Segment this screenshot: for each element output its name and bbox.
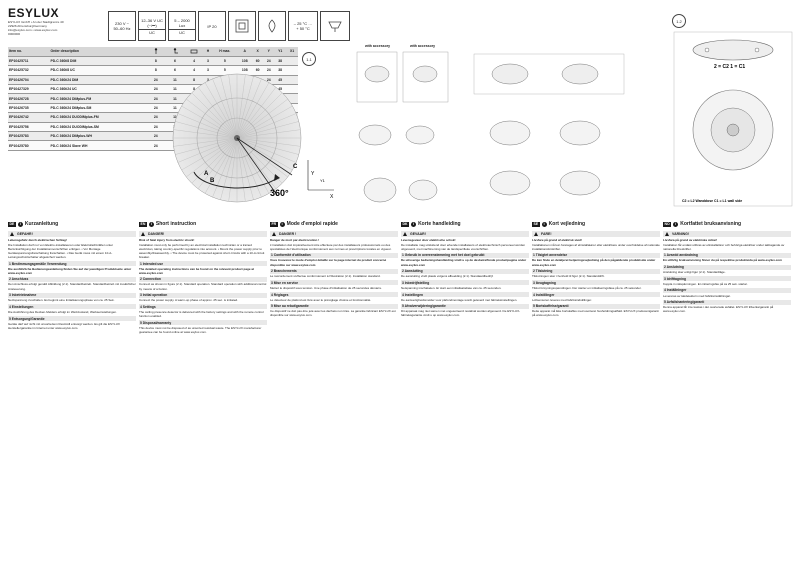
column-title: Short instruction	[155, 221, 197, 227]
detector-drawing	[364, 178, 396, 202]
fire-icon	[258, 11, 286, 41]
table-cell: PD-C 360i/24 Slave WH	[49, 141, 146, 150]
table-cell: 24	[146, 75, 165, 84]
detection-diagram	[112, 60, 342, 220]
info-icon: i	[18, 222, 23, 227]
danger-lead: Lebensgefahr durch elektrischen Schlag!	[8, 238, 67, 243]
section-text: Die Ausführung des Decken-Melders erfolgt im Werkzustand, Werkseinstellungen.	[8, 309, 117, 314]
square-icon	[228, 11, 256, 41]
table-cell: 108	[237, 66, 252, 75]
table-cell: 24	[146, 141, 165, 150]
section-heading: 3 Idrifttagning	[663, 276, 791, 281]
detector-drawing	[562, 64, 598, 84]
detector-center	[727, 124, 739, 136]
table-cell: PD-C 360i/24 UC	[49, 85, 146, 94]
table-cell: 11	[165, 113, 184, 122]
brand-logo: ESYLUX	[8, 6, 60, 20]
seated-icon	[171, 48, 179, 54]
section-text: Denna apparat får inte kastas i det osorterade avfallet. ESYLUX tillverkargaranti på www.esylux.com.	[663, 305, 774, 314]
table-cell: 24	[263, 75, 274, 84]
table-cell: 8	[146, 66, 165, 75]
safety-text: L'installation doit impérativement être effectuée par des installateurs professionnels ou des spécialistes de l'électronique conformément aux normes et prescriptions locales en vigueur.	[270, 242, 392, 251]
table-cell: PD-C 360i/24 DIMplus-SM	[49, 103, 146, 112]
col-header	[185, 47, 204, 56]
section-text: Loftsensoren leveres med fabriksindstillinger.	[532, 297, 592, 302]
detector-drawing	[365, 66, 389, 82]
section-heading: 1 Conformité d'utilisation	[270, 253, 398, 258]
table-cell: 24	[146, 94, 165, 103]
spec-line: 50–60 Hz	[113, 26, 131, 31]
table-cell: EP10425756	[8, 122, 49, 131]
doc-id: 0000000	[8, 32, 21, 36]
section-text: Tilslut forsyningsspændingen. Der starter en initialiseringsfase på ca. 25 sekunder.	[532, 285, 642, 290]
table-cell: PD-C 360i/8 UC	[49, 66, 146, 75]
warning-icon	[272, 232, 276, 236]
section-heading: 3 Inbetriebnahme	[8, 293, 136, 298]
table-cell: EP10426735	[8, 103, 49, 112]
danger-lead: Risk of fatal injury from electric shock!	[139, 238, 195, 243]
table-cell: EP10425783	[8, 132, 49, 141]
table-cell: 24	[146, 132, 165, 141]
address-line: ESYLUX GmbH • An der Stadtgrenze 40	[8, 20, 64, 24]
safety-text: Installation får endast utföras av elinstallatörer och behöriga elektriker under iakttagande av nationella föreskrifter.	[663, 242, 785, 251]
table-cell: 8	[146, 56, 165, 65]
section-text: The ceiling presence detector is delivered with the factory settings and with the remote control function enabled.	[139, 309, 264, 318]
language-badge: DK	[402, 221, 408, 226]
address-line: 22926 Ahrensburg/Germany	[8, 24, 47, 28]
warning-icon	[141, 232, 145, 236]
detector-icon	[320, 11, 350, 41]
column-header	[401, 220, 529, 228]
column-title: Korte handleiding	[418, 221, 461, 227]
label-x: X	[330, 194, 334, 200]
section-heading: 2 Connection	[139, 277, 267, 282]
spec-uc-label: UC	[169, 29, 195, 35]
table-cell: 11	[165, 75, 184, 84]
section-text: Dette apparat må ikke bortskaffes med usorteret husholdningsaffald. ESYLUX producentgaranti på www.esylux.com.	[532, 309, 659, 318]
walk-icon	[152, 48, 160, 54]
table-cell: EP10426704	[8, 75, 49, 84]
detector-drawing	[413, 66, 437, 82]
table-cell: 5	[212, 56, 237, 65]
info-icon: i	[280, 222, 285, 227]
table-header-row	[8, 47, 298, 56]
instruction-column	[8, 231, 136, 330]
danger-lead: Levensgevaar door elektrische schok!	[401, 238, 456, 243]
accessory-label: with accessory	[409, 44, 436, 48]
warning-icon	[534, 232, 538, 236]
col-header: H max.	[212, 47, 237, 56]
detector-drawing	[560, 171, 600, 195]
instruction-column	[663, 231, 791, 314]
safety-text: Installation must only be performed by an electrical installation technician or a trained electrician, taking country-specific regulations into account. • Mount the power supply prior to assembly/disassembly. • The device must be protected against short circuits with a 10-A circuit breaker.	[139, 242, 265, 259]
safety-text: De installatie mag uitsluitend door erkende installateurs of elektrotechnisch personeel worden uitgevoerd, met inachtneming van de landspecifieke voorschriften.	[401, 242, 526, 251]
warning-icon	[665, 232, 669, 236]
col-header: X	[252, 47, 263, 56]
column-header	[8, 220, 136, 228]
section-heading: 5 Entsorgung/Garantie	[8, 316, 136, 321]
danger-lead: Danger de mort par électrocution !	[270, 238, 320, 243]
section-text: Geräte darf auf nicht mit unsortiertem Restmüll entsorgt werden. Es gilt die ESYLUX Herstellergarantie im Internet unter www.esylux.com.	[8, 321, 120, 330]
column-title: Kort vejledning	[548, 221, 586, 227]
col-header: Item no.	[8, 47, 49, 56]
danger-banner	[532, 231, 660, 237]
section-heading: 3 Inbedrijfstelling	[401, 280, 529, 285]
column-title: Kortfattet bruksanvisning	[680, 221, 742, 227]
section-heading: 1 Tilsigtet anvendelse	[532, 253, 660, 258]
section-heading: 5 Bortskaffelse/garanti	[532, 304, 660, 309]
safety-text: Die Installation darf nur von Elektro-installateuren oder Elektrofachkräften unter Berücksichtigung der Installationsvorschriften erfolgen. • Vor Montage Gerätespannungsfreischaltung freischalten. • Das Gerät muss mit einem 10-A-Leitungsschutzschalter abgesichert werden.	[8, 242, 114, 259]
section-heading: 5 Afvalverwijdering/garantie	[401, 304, 529, 309]
section-heading: 4 Inställninger	[663, 288, 791, 293]
section-heading: 5 Avfallshantering/garanti	[663, 300, 791, 305]
table-cell: EP10425732	[8, 66, 49, 75]
spec-line: – 25 °C …	[293, 21, 313, 26]
table-cell: EP10426742	[8, 113, 49, 122]
detector-drawing	[492, 64, 528, 84]
section-heading: 1 Bestimmungsgemäße Verwendung	[8, 261, 136, 266]
section-heading: 4 Instellingen	[401, 292, 529, 297]
section-text: This device must not be disposed of as unsorted residual waste. The ESYLUX manufacturer guarantee can be found online at www.esylux.com.	[139, 325, 262, 334]
table-cell: 3	[204, 66, 213, 75]
detector-drawing	[560, 121, 600, 145]
instruction-column	[532, 231, 660, 318]
mounting-illustrations	[355, 50, 455, 220]
table-cell: PD-C 360i/24 DIMplus-WH	[49, 132, 146, 141]
section-text: Koppla in nätspänningen. En initieringsfas på ca 25 sek. startar.	[663, 281, 748, 286]
section-text: De aanwezigheidsmelder voor plafondmontage wordt geleverd met fabrieksinstellingen.	[401, 297, 518, 302]
col-header: Y	[263, 47, 274, 56]
danger-label: DANGER!	[148, 232, 165, 236]
section-heading: 3 Mise en service	[270, 280, 398, 285]
column-header	[532, 220, 660, 228]
figure-ref-1-1: 1.1	[302, 52, 316, 66]
label-a: A	[204, 171, 209, 177]
label-y1: Y1	[320, 178, 325, 183]
section-text: Netspanning inschakelen. Er start een initialisatiefase van ca. 25 seconden.	[401, 285, 502, 290]
section-heading: 4 Einstellungen	[8, 304, 136, 309]
table-cell: 4	[185, 66, 204, 75]
section-heading: 2 Aansluiting	[401, 269, 529, 274]
l2-caption: 2 = C2 1 = C1	[714, 64, 746, 70]
label-360: 360°	[270, 188, 289, 198]
table-cell: 5	[212, 66, 237, 75]
table-cell: PD-C 360i/24 DUODIMplus-SM	[49, 122, 146, 131]
danger-label: VARNING!	[672, 232, 690, 236]
spec-temperature	[288, 11, 318, 41]
section-text: Die ausführliche Bedienungsanleitung finden Sie auf der jeweiligen Produktseite unter www.esylux.com	[8, 266, 132, 275]
accessory-label: with accessory	[364, 44, 391, 48]
section-text: En utförlig bruksanvisning finner du på respektive produktsida på www.esylux.com	[663, 258, 782, 263]
section-heading: 1 Avsedd användning	[663, 253, 791, 258]
spec-line: 5 – 2000	[174, 17, 190, 23]
section-text: Netzspannung zuschalten. Es beginnt eine Initialisierungsphase von ca. 25 Sek.	[8, 298, 115, 303]
section-text: Le détecteur de plafond est livré avec le préréglage d'usine et fonctionnalité.	[270, 297, 372, 302]
table-cell: 11	[165, 103, 184, 112]
table-cell: 8	[185, 85, 204, 94]
section-text: Tilslutningen sker i henhold til figur (2.1). Standarddrift.	[532, 274, 605, 279]
info-icon: i	[411, 222, 416, 227]
section-heading: 2 Anslutning	[663, 265, 791, 270]
section-text: Den Anschluss erfolgt gemäß Abbildung (2.1). Standardbetrieb. Standardbetrieb mit zusätzlicher Ansteuerung.	[8, 282, 136, 291]
spec-ip	[198, 11, 226, 41]
spec-line: IP 20	[207, 23, 217, 29]
table-cell: 24	[146, 103, 165, 112]
table-cell: EP10426728	[8, 94, 49, 103]
table-cell: 24	[263, 56, 274, 65]
language-badge: FR	[271, 221, 277, 226]
table-cell: 4	[185, 56, 204, 65]
terminal	[755, 48, 759, 52]
spec-line: 230 V ~	[115, 21, 129, 26]
spec-uc	[138, 11, 166, 41]
table-cell: 8	[185, 75, 204, 84]
col-header	[165, 47, 184, 56]
safety-text: Installationen må kun foretages af elinstallatører eller elektrikere under overholdelse af nationale installationsforskrifter.	[532, 242, 660, 251]
installation-diagrams	[470, 48, 630, 208]
danger-label: GEFAHR!	[17, 232, 33, 236]
table-cell: PD-C 360i/24 DIM	[49, 75, 146, 84]
table-cell: 45	[274, 75, 286, 84]
instruction-column	[401, 231, 529, 318]
section-heading: 2 Anschluss	[8, 277, 136, 282]
section-text: Du kan finde en detaljeret betjeningsvejledning på den pågældende produktside under www.esylux.com	[532, 258, 656, 267]
address-line: info@esylux.com • www.esylux.com	[8, 28, 58, 32]
section-heading: 2 Branchements	[270, 269, 398, 274]
table-cell: 24	[146, 113, 165, 122]
table-cell: 60	[252, 56, 263, 65]
section-heading: 3 Initial operation	[139, 293, 267, 298]
section-heading: 1 Intended use	[139, 261, 267, 266]
section-text: Levereras av takdetektorn med fabriksinställningar.	[663, 293, 731, 298]
detector-drawing	[359, 125, 391, 145]
section-heading: 1 Gebruik in overeenstemming met het doel gebruikt	[401, 253, 529, 258]
section-text: Connect as shown in figure (2.1). Standard operation. Standard operation with additional control by means of a button.	[139, 282, 267, 291]
warning-icon	[403, 232, 407, 236]
section-text: De aansluiting vindt plaats volgens afbeelding (2.1). Standaardbedrijf.	[401, 274, 494, 279]
instruction-column	[270, 231, 398, 318]
column-title: Mode d'emploi rapide	[286, 221, 338, 227]
table-cell: 24	[263, 66, 274, 75]
info-icon: i	[542, 222, 547, 227]
info-icon: i	[673, 222, 678, 227]
danger-banner	[401, 231, 529, 237]
spec-line: + 50 °C	[296, 26, 310, 31]
section-text: Connect the power supply. A warm-up phase of approx. 25 sec. is initiated.	[139, 298, 238, 303]
column-header	[270, 220, 398, 228]
danger-lead: Livsfare på grund af elektrisk stød!	[532, 238, 582, 243]
table-cell: 24	[146, 122, 165, 131]
section-text: Le raccordement s'effectue conformément à l'illustration (2.1). Installation standard.	[270, 274, 381, 279]
danger-banner	[663, 231, 791, 237]
detector-drawing	[406, 126, 434, 144]
danger-label: GEVAAR!	[410, 232, 426, 236]
table-cell: PD-C 360i/8 DIM	[49, 56, 146, 65]
figure-ref-1-2: 1.2	[672, 14, 686, 28]
section-text: Anslutning sker enligt figur (2.1). Standardläge.	[663, 270, 726, 275]
wiring-caption: C2 = L2 Wanddose C1 = L1 wall side	[682, 199, 743, 203]
danger-banner	[270, 231, 398, 237]
section-text: Vous trouverez le mode d'emploi détaillé sur la page internet du produit concerné disponible sur www.esylux.com	[270, 258, 387, 267]
spec-line: Lux	[178, 22, 186, 28]
table-cell: 38	[274, 56, 286, 65]
instruction-column	[139, 231, 267, 334]
section-heading: 4 Indstillinger	[532, 292, 660, 297]
section-heading: 5 Disposal/warranty	[139, 320, 267, 325]
spec-line: 12–36 V UC	[141, 17, 163, 23]
label-c: C	[293, 164, 298, 170]
section-text: Ce dispositif ne doit pas être jeté avec les déchets non triés. La garantie fabricant ESYLUX est disponible sur www.esylux.com.	[270, 309, 396, 318]
section-heading: 3 Ibrugtagning	[532, 280, 660, 285]
label-y: Y	[311, 171, 315, 177]
col-header: H	[204, 47, 213, 56]
table-cell: 24	[146, 85, 165, 94]
col-header: Order description	[49, 47, 146, 56]
col-header	[146, 47, 165, 56]
section-heading: 4 Settings	[139, 304, 267, 309]
section-heading: 4 Réglages	[270, 292, 398, 297]
table-cell: 11	[165, 85, 184, 94]
table-cell: 6	[165, 56, 184, 65]
table-cell: 38	[274, 66, 286, 75]
spec-voltage	[108, 11, 136, 41]
section-text: De uitvoerige bedieningshandleiding vindt u op de desbetreffende productpagina onder www.esylux.com	[401, 258, 527, 267]
danger-lead: Livsfara på grund av elektriska stötar!	[663, 238, 718, 243]
col-header: A	[237, 47, 252, 56]
desk-icon	[190, 48, 198, 54]
table-cell: EP10427329	[8, 85, 49, 94]
section-text: Mettez le dispositif sous tension. Une phase d'initialisation de 25 secondes démarre.	[270, 285, 382, 290]
table-cell: 60	[252, 66, 263, 75]
danger-label: DANGER !	[279, 232, 297, 236]
address-block	[8, 20, 108, 36]
wiring-diagram	[672, 30, 794, 210]
info-icon: i	[149, 222, 154, 227]
language-badge: EN	[140, 221, 146, 226]
detector-drawing	[490, 121, 530, 145]
section-text: The detailed operating instructions can be found on the relevant product page at www.esylux.com	[139, 266, 255, 275]
table-cell: 6	[165, 66, 184, 75]
column-header	[139, 220, 267, 228]
danger-banner	[139, 231, 267, 237]
detector-drawing	[409, 180, 437, 200]
table-cell: PD-C 360i/24 DIMplus-FM	[49, 94, 146, 103]
table-cell: 108	[237, 56, 252, 65]
spec-lux	[168, 11, 196, 41]
table-cell: 3	[204, 56, 213, 65]
danger-label: FARE!	[541, 232, 552, 236]
detector-drawing	[490, 171, 530, 195]
table-cell: 45	[274, 85, 286, 94]
label-b: B	[210, 178, 215, 184]
section-text: Dit apparaat mag niet samen met ongesorteerd restafval worden afgevoerd. De ESYLUX-fabrieksgarantie vindt u op www.esylux.com.	[401, 309, 521, 318]
spec-uc-label: UC	[139, 29, 165, 35]
table-cell: 3	[204, 75, 213, 84]
table-cell: EP10425780	[8, 141, 49, 150]
table-cell: EP10425711	[8, 56, 49, 65]
col-header: X1	[286, 47, 298, 56]
section-heading: 2 Tilslutning	[532, 269, 660, 274]
table-cell: PD-C 360i/24 DUODIMplus-FM	[49, 113, 146, 122]
column-header	[663, 220, 791, 228]
column-title: Kurzanleitung	[24, 221, 59, 227]
language-badge: SE	[533, 221, 539, 226]
danger-banner	[8, 231, 136, 237]
warning-icon	[10, 232, 14, 236]
language-badge: DE	[9, 221, 15, 226]
table-cell: 11	[165, 94, 184, 103]
col-header: Y1	[274, 47, 286, 56]
spec-line: (~/⎓)	[147, 22, 157, 28]
language-badge: NO	[664, 221, 670, 226]
section-heading: 5 Mise au rebut/garantie	[270, 304, 398, 309]
terminal	[705, 48, 709, 52]
